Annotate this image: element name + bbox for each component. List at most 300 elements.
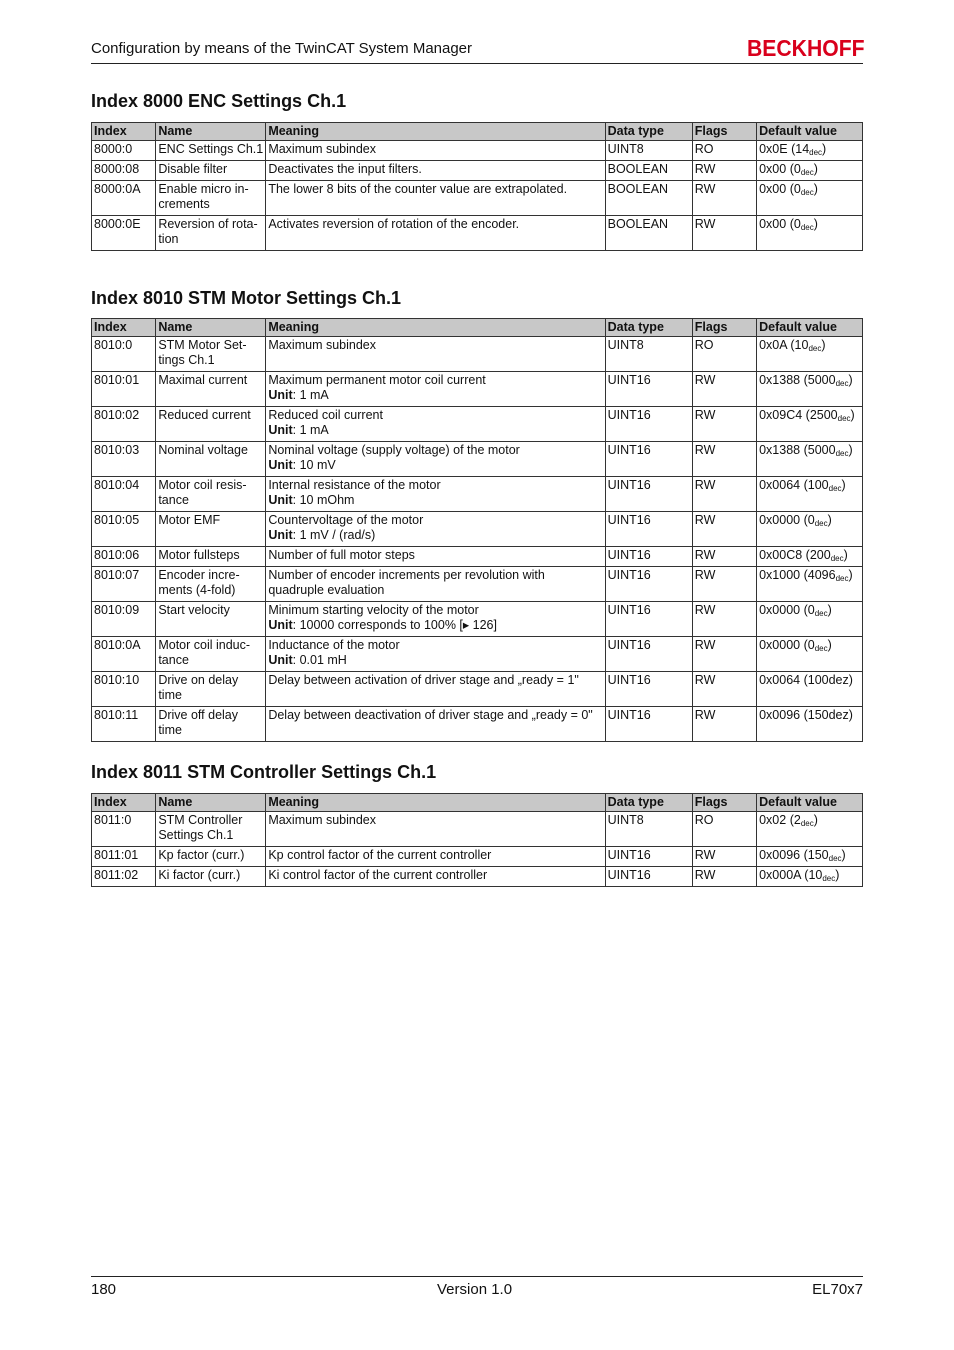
datatype-cell <box>605 867 692 887</box>
index-cell <box>92 216 156 251</box>
section-title-8000: Index 8000 ENC Settings Ch.1 <box>91 91 347 111</box>
flags-cell <box>692 181 756 216</box>
datatype-cell <box>605 161 692 181</box>
name-cell <box>156 847 266 867</box>
flags-cell-text: RW <box>694 568 716 582</box>
flags-cell <box>692 477 756 512</box>
name-cell-text: Reduced current <box>158 408 251 422</box>
meaning-cell-text: Deactivates the input filters. <box>268 162 422 176</box>
name-cell <box>156 407 266 442</box>
default-value-tail: ) <box>835 868 840 882</box>
index-cell-text: 8010:03 <box>94 443 140 457</box>
flags-cell-text: RW <box>694 478 716 492</box>
name-cell-text: STM Motor Set-tings Ch.1 <box>158 338 247 367</box>
default-value-cell <box>757 707 863 742</box>
meaning-cell <box>266 602 605 637</box>
meaning-cell-text: Maximum subindex <box>268 813 376 827</box>
datatype-cell <box>605 442 692 477</box>
index-cell-text: 8011:0 <box>94 813 132 827</box>
default-value-tail: ) <box>843 548 848 562</box>
default-value-tail: ) <box>841 848 846 862</box>
default-value-cell-text: 0x1388 (5000 <box>759 443 836 457</box>
index-cell-text: 8000:0E <box>94 217 141 231</box>
datatype-cell-text: UINT16 <box>607 568 651 582</box>
meaning-cell-text: Countervoltage of the motor <box>268 513 424 527</box>
meaning-cell <box>266 161 605 181</box>
index-cell <box>92 337 156 372</box>
index-cell-text: 8010:07 <box>94 568 140 582</box>
default-value-tail: ) <box>813 217 818 231</box>
default-value-tail: ) <box>827 603 832 617</box>
meaning-cell-text: Activates reversion of rotation of the encoder. <box>268 217 520 231</box>
name-cell <box>156 477 266 512</box>
table-row <box>92 707 863 742</box>
dec-subscript: dec <box>800 188 814 197</box>
table-row <box>92 181 863 216</box>
dec-subscript: dec <box>814 644 828 653</box>
meaning-cell-text: Maximum subindex <box>268 338 376 352</box>
unit-value: : 1 mA <box>292 388 329 402</box>
default-value-cell <box>757 547 863 567</box>
dec-subscript: dec <box>814 519 828 528</box>
index-cell <box>92 181 156 216</box>
default-value-cell <box>757 372 863 407</box>
table-row <box>92 216 863 251</box>
default-value-cell-text: 0x1000 (4096 <box>759 568 836 582</box>
default-value-cell <box>757 512 863 547</box>
column-header: Name <box>156 794 266 812</box>
column-header: Meaning <box>266 123 605 141</box>
default-value-tail: ) <box>827 638 832 652</box>
table-row <box>92 372 863 407</box>
flags-cell-text: RW <box>694 848 716 862</box>
index-cell <box>92 141 156 161</box>
meaning-cell <box>266 512 605 547</box>
dec-subscript: dec <box>835 379 849 388</box>
default-value-cell-text: 0x00 (0 <box>759 217 801 231</box>
flags-cell <box>692 547 756 567</box>
name-cell-text: Motor EMF <box>158 513 221 527</box>
name-cell-text: Maximal current <box>158 373 248 387</box>
flags-cell-text: RW <box>694 868 716 882</box>
meaning-cell-text: Kp control factor of the current controller <box>268 848 492 862</box>
default-value-cell <box>757 477 863 512</box>
meaning-cell <box>266 337 605 372</box>
name-cell <box>156 672 266 707</box>
column-header: Meaning <box>266 319 605 337</box>
column-header: Flags <box>692 794 756 812</box>
flags-cell-text: RO <box>694 813 714 827</box>
flags-cell <box>692 707 756 742</box>
default-value-cell-text: 0x02 (2 <box>759 813 801 827</box>
datatype-cell-text: UINT16 <box>607 673 651 687</box>
datatype-cell-text: BOOLEAN <box>607 182 669 196</box>
meaning-cell <box>266 181 605 216</box>
default-value-tail: ) <box>813 182 818 196</box>
table-row <box>92 867 863 887</box>
name-cell-text: Motor fullsteps <box>158 548 240 562</box>
default-value-cell <box>757 407 863 442</box>
document-version: Version 1.0 <box>437 1281 513 1298</box>
flags-cell <box>692 216 756 251</box>
unit-label: Unit <box>268 653 293 667</box>
datatype-cell-text: UINT16 <box>607 443 651 457</box>
name-cell-text: Start velocity <box>158 603 230 617</box>
table-8000 <box>91 122 863 251</box>
meaning-cell <box>266 477 605 512</box>
index-cell <box>92 672 156 707</box>
column-header: Flags <box>692 319 756 337</box>
datatype-cell <box>605 407 692 442</box>
meaning-cell-text: Maximum permanent motor coil current <box>268 373 486 387</box>
index-cell-text: 8000:0A <box>94 182 141 196</box>
flags-cell-text: RW <box>694 638 716 652</box>
default-value-cell-text: 0x0000 (0 <box>759 513 815 527</box>
dec-subscript: dec <box>800 223 814 232</box>
column-header: Name <box>156 319 266 337</box>
datatype-cell-text: UINT16 <box>607 848 651 862</box>
flags-cell <box>692 442 756 477</box>
index-cell <box>92 477 156 512</box>
default-value-cell <box>757 812 863 847</box>
default-value-tail: ) <box>813 813 818 827</box>
default-value-cell-text: 0x00C8 (200 <box>759 548 831 562</box>
datatype-cell <box>605 547 692 567</box>
index-cell-text: 8011:01 <box>94 848 139 862</box>
datatype-cell-text: UINT8 <box>607 813 644 827</box>
meaning-cell-text: Reduced coil current <box>268 408 383 422</box>
name-cell-text: STM Controller Settings Ch.1 <box>158 813 243 842</box>
name-cell-text: ENC Settings Ch.1 <box>158 142 264 156</box>
datatype-cell-text: BOOLEAN <box>607 217 669 231</box>
name-cell <box>156 372 266 407</box>
flags-cell <box>692 637 756 672</box>
flags-cell-text: RW <box>694 373 716 387</box>
dec-subscript: dec <box>814 609 828 618</box>
unit-value: : 1 mV / (rad/s) <box>292 528 376 542</box>
default-value-tail: ) <box>848 373 853 387</box>
flags-cell <box>692 602 756 637</box>
flags-cell <box>692 372 756 407</box>
datatype-cell <box>605 567 692 602</box>
name-cell <box>156 567 266 602</box>
default-value-cell <box>757 672 863 707</box>
flags-cell-text: RW <box>694 182 716 196</box>
default-value-cell-text: 0x0E (14 <box>759 142 810 156</box>
index-cell-text: 8010:09 <box>94 603 140 617</box>
flags-cell-text: RO <box>694 338 714 352</box>
meaning-cell-text: Maximum subindex <box>268 142 376 156</box>
default-value-cell <box>757 337 863 372</box>
default-value-cell-text: 0x0096 (150 <box>759 848 829 862</box>
datatype-cell-text: UINT8 <box>607 338 644 352</box>
datatype-cell-text: UINT16 <box>607 638 651 652</box>
name-cell-text: Drive off delay time <box>158 708 238 737</box>
product-name: EL70x7 <box>812 1281 863 1298</box>
table-row <box>92 512 863 547</box>
unit-value: : 10000 corresponds to 100% [▸ 126] <box>292 618 497 632</box>
default-value-cell-text: 0x00 (0 <box>759 162 801 176</box>
flags-cell <box>692 867 756 887</box>
unit-label: Unit <box>268 423 293 437</box>
datatype-cell-text: UINT16 <box>607 603 651 617</box>
index-cell-text: 8010:0A <box>94 638 141 652</box>
name-cell-text: Ki factor (curr.) <box>158 868 241 882</box>
name-cell <box>156 637 266 672</box>
table-row <box>92 602 863 637</box>
default-value-tail: ) <box>848 443 853 457</box>
meaning-cell <box>266 847 605 867</box>
default-value-cell-text: 0x09C4 (2500 <box>759 408 838 422</box>
datatype-cell <box>605 477 692 512</box>
meaning-cell-text: Number of encoder increments per revolution with quadruple evaluation <box>268 568 545 597</box>
datatype-cell <box>605 672 692 707</box>
name-cell-text: Motor coil resis-tance <box>158 478 247 507</box>
default-value-cell-text: 0x0064 (100dez) <box>759 673 853 687</box>
flags-cell <box>692 567 756 602</box>
default-value-cell <box>757 141 863 161</box>
default-value-tail: ) <box>848 568 853 582</box>
column-header: Index <box>92 123 156 141</box>
datatype-cell-text: UINT16 <box>607 868 651 882</box>
flags-cell-text: RW <box>694 708 716 722</box>
index-cell <box>92 847 156 867</box>
meaning-cell-text: Nominal voltage (supply voltage) of the motor <box>268 443 520 457</box>
default-value-cell <box>757 602 863 637</box>
section-title-8010: Index 8010 STM Motor Settings Ch.1 <box>91 288 402 308</box>
meaning-cell-text: Inductance of the motor <box>268 638 400 652</box>
index-cell <box>92 867 156 887</box>
name-cell <box>156 216 266 251</box>
beckhoff-logo: BECKHOFF <box>747 35 865 61</box>
unit-value: : 1 mA <box>292 423 329 437</box>
index-cell <box>92 547 156 567</box>
meaning-cell <box>266 547 605 567</box>
meaning-cell <box>266 567 605 602</box>
default-value-cell <box>757 637 863 672</box>
table-8010 <box>91 318 863 742</box>
column-header: Default value <box>757 123 863 141</box>
name-cell <box>156 442 266 477</box>
datatype-cell <box>605 512 692 547</box>
default-value-cell <box>757 216 863 251</box>
index-cell-text: 8000:08 <box>94 162 140 176</box>
flags-cell <box>692 161 756 181</box>
index-cell-text: 8010:06 <box>94 548 140 562</box>
flags-cell <box>692 672 756 707</box>
meaning-cell <box>266 867 605 887</box>
name-cell <box>156 707 266 742</box>
flags-cell <box>692 407 756 442</box>
datatype-cell-text: UINT16 <box>607 408 651 422</box>
page-header-title: Configuration by means of the TwinCAT System Manager <box>91 40 473 57</box>
name-cell-text: Enable micro in-crements <box>158 182 249 211</box>
datatype-cell <box>605 812 692 847</box>
meaning-cell <box>266 707 605 742</box>
default-value-cell <box>757 181 863 216</box>
default-value-tail: ) <box>821 338 826 352</box>
default-value-tail: ) <box>841 478 846 492</box>
name-cell-text: Nominal voltage <box>158 443 248 457</box>
name-cell-text: Reversion of rota-tion <box>158 217 258 246</box>
dec-subscript: dec <box>835 449 849 458</box>
meaning-cell <box>266 637 605 672</box>
index-cell-text: 8010:10 <box>94 673 140 687</box>
name-cell <box>156 181 266 216</box>
datatype-cell-text: UINT16 <box>607 478 651 492</box>
meaning-cell <box>266 407 605 442</box>
section-title-8011: Index 8011 STM Controller Settings Ch.1 <box>91 762 437 782</box>
table-header-row <box>92 319 863 337</box>
column-header: Data type <box>605 123 692 141</box>
flags-cell-text: RW <box>694 603 716 617</box>
index-cell-text: 8010:11 <box>94 708 139 722</box>
header-divider <box>91 63 863 64</box>
default-value-cell-text: 0x00 (0 <box>759 182 801 196</box>
index-cell-text: 8010:02 <box>94 408 140 422</box>
index-cell-text: 8010:0 <box>94 338 133 352</box>
default-value-tail: ) <box>822 142 827 156</box>
meaning-cell <box>266 672 605 707</box>
index-cell <box>92 372 156 407</box>
index-cell <box>92 707 156 742</box>
dec-subscript: dec <box>808 344 822 353</box>
datatype-cell <box>605 602 692 637</box>
unit-value: : 10 mV <box>292 458 336 472</box>
unit-label: Unit <box>268 618 293 632</box>
name-cell <box>156 547 266 567</box>
name-cell <box>156 867 266 887</box>
default-value-tail: ) <box>813 162 818 176</box>
default-value-cell-text: 0x1388 (5000 <box>759 373 836 387</box>
flags-cell-text: RO <box>694 142 714 156</box>
flags-cell-text: RW <box>694 673 716 687</box>
datatype-cell <box>605 337 692 372</box>
name-cell-text: Encoder incre-ments (4-fold) <box>158 568 240 597</box>
datatype-cell-text: UINT16 <box>607 373 651 387</box>
datatype-cell <box>605 847 692 867</box>
table-row <box>92 141 863 161</box>
unit-label: Unit <box>268 528 293 542</box>
index-cell <box>92 602 156 637</box>
column-header: Index <box>92 319 156 337</box>
meaning-cell-text: Number of full motor steps <box>268 548 415 562</box>
default-value-cell-text: 0x000A (10 <box>759 868 823 882</box>
meaning-cell-text: Internal resistance of the motor <box>268 478 441 492</box>
dec-subscript: dec <box>835 574 849 583</box>
datatype-cell-text: UINT8 <box>607 142 644 156</box>
default-value-cell-text: 0x0064 (100 <box>759 478 829 492</box>
table-row <box>92 407 863 442</box>
name-cell <box>156 812 266 847</box>
dec-subscript: dec <box>828 484 842 493</box>
name-cell-text: Disable filter <box>158 162 228 176</box>
meaning-cell <box>266 442 605 477</box>
index-cell <box>92 512 156 547</box>
index-cell-text: 8010:04 <box>94 478 140 492</box>
index-cell-text: 8011:02 <box>94 868 139 882</box>
index-cell-text: 8000:0 <box>94 142 133 156</box>
flags-cell <box>692 512 756 547</box>
column-header: Data type <box>605 794 692 812</box>
meaning-cell <box>266 372 605 407</box>
flags-cell <box>692 847 756 867</box>
default-value-tail: ) <box>850 408 855 422</box>
column-header: Default value <box>757 319 863 337</box>
meaning-cell-text: Minimum starting velocity of the motor <box>268 603 479 617</box>
meaning-cell <box>266 812 605 847</box>
default-value-cell-text: 0x0000 (0 <box>759 638 815 652</box>
index-cell-text: 8010:01 <box>94 373 140 387</box>
name-cell-text: Motor coil induc-tance <box>158 638 251 667</box>
unit-value: : 0.01 mH <box>292 653 347 667</box>
flags-cell-text: RW <box>694 513 716 527</box>
column-header: Name <box>156 123 266 141</box>
meaning-cell-text: Ki control factor of the current controller <box>268 868 488 882</box>
column-header: Meaning <box>266 794 605 812</box>
name-cell <box>156 512 266 547</box>
flags-cell-text: RW <box>694 548 716 562</box>
flags-cell-text: RW <box>694 162 716 176</box>
datatype-cell <box>605 637 692 672</box>
flags-cell <box>692 141 756 161</box>
column-header: Data type <box>605 319 692 337</box>
column-header: Index <box>92 794 156 812</box>
name-cell <box>156 337 266 372</box>
default-value-cell-text: 0x0000 (0 <box>759 603 815 617</box>
default-value-tail: ) <box>827 513 832 527</box>
flags-cell-text: RW <box>694 408 716 422</box>
datatype-cell <box>605 181 692 216</box>
index-cell <box>92 161 156 181</box>
index-cell <box>92 812 156 847</box>
column-header: Default value <box>757 794 863 812</box>
dec-subscript: dec <box>837 414 851 423</box>
default-value-cell <box>757 847 863 867</box>
unit-label: Unit <box>268 388 293 402</box>
name-cell <box>156 602 266 637</box>
table-row <box>92 547 863 567</box>
datatype-cell-text: UINT16 <box>607 548 651 562</box>
meaning-cell <box>266 216 605 251</box>
footer-divider <box>91 1276 863 1277</box>
datatype-cell <box>605 141 692 161</box>
default-value-cell <box>757 567 863 602</box>
meaning-cell <box>266 141 605 161</box>
table-row <box>92 812 863 847</box>
table-row <box>92 477 863 512</box>
table-row <box>92 442 863 477</box>
datatype-cell <box>605 372 692 407</box>
default-value-cell <box>757 161 863 181</box>
dec-subscript: dec <box>809 148 823 157</box>
dec-subscript: dec <box>828 854 842 863</box>
unit-label: Unit <box>268 458 293 472</box>
name-cell-text: Drive on delay time <box>158 673 239 702</box>
unit-value: : 10 mOhm <box>292 493 355 507</box>
table-row <box>92 672 863 707</box>
flags-cell <box>692 337 756 372</box>
index-cell <box>92 637 156 672</box>
unit-label: Unit <box>268 493 293 507</box>
default-value-cell <box>757 867 863 887</box>
datatype-cell-text: BOOLEAN <box>607 162 669 176</box>
meaning-cell-text: Delay between deactivation of driver stage and „ready = 0" <box>268 708 593 722</box>
datatype-cell-text: UINT16 <box>607 513 651 527</box>
dec-subscript: dec <box>830 554 844 563</box>
name-cell <box>156 161 266 181</box>
page-number: 180 <box>91 1281 117 1298</box>
